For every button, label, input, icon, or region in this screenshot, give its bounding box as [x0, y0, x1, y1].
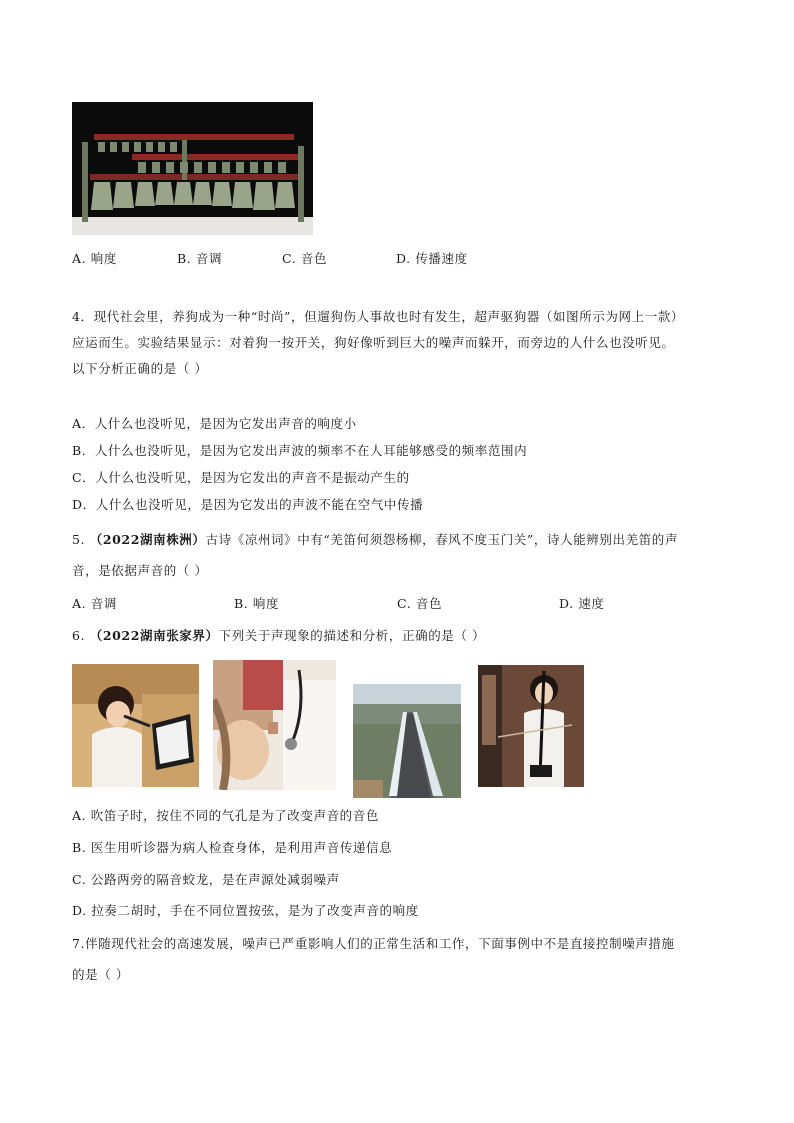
q7-stem-line-1: 7.伴随现代社会的高速发展，噪声已严重影响人们的正常生活和工作，下面事例中不是直接控制噪声措施: [72, 936, 675, 951]
q4-option-b[interactable]: B．人什么也没听见，是因为它发出声波的频率不在人耳能够感受的频率范围内: [72, 443, 528, 458]
noise-barrier-road-photo: [353, 684, 461, 798]
q5-stem-line-2: 音，是依据声音的（ ）: [72, 563, 208, 578]
q6-stem: [72, 628, 485, 644]
noise-barrier-illustration: [353, 684, 461, 798]
q6-number: 6.: [72, 628, 86, 643]
q4-stem-line-2: 应运而生。实验结果显示：对着狗一按开关，狗好像听到巨大的噪声而躲开，而旁边的人什么也没听见。: [72, 335, 675, 350]
q3-option-c[interactable]: C. 音色: [282, 251, 328, 266]
q4-option-c[interactable]: C．人什么也没听见，是因为它发出的声音不是振动产生的: [72, 470, 410, 485]
stethoscope-doctor-photo: [213, 660, 336, 790]
q5-option-b[interactable]: B. 响度: [234, 596, 280, 611]
stethoscope-illustration: [213, 660, 336, 790]
erhu-player-photo: [478, 665, 584, 787]
q5-option-d[interactable]: D. 速度: [559, 596, 605, 611]
q5-option-a[interactable]: A. 音调: [72, 596, 117, 611]
q4-option-d[interactable]: D．人什么也没听见，是因为它发出的声波不能在空气中传播: [72, 497, 424, 512]
bianzhong-bells-image: [72, 102, 313, 235]
q5-number: 5.: [72, 532, 86, 547]
q3-option-b[interactable]: B. 音调: [177, 251, 223, 266]
q6-option-c[interactable]: C. 公路两旁的隔音蛟龙，是在声源处减弱噪声: [72, 872, 340, 887]
q4-stem-line-1: 4．现代社会里，养狗成为一种“时尚”，但遛狗伤人事故也时有发生，超声驱狗器（如图所示为网上一款）: [72, 309, 685, 324]
flute-girl-illustration: [72, 664, 199, 787]
q5-stem-line-1: [72, 532, 678, 548]
q6-option-a[interactable]: A. 吹笛子时，按住不同的气孔是为了改变声音的音色: [72, 808, 379, 823]
bells-illustration: [72, 102, 313, 235]
q6-option-b[interactable]: B. 医生用听诊器为病人检查身体，是利用声音传递信息: [72, 840, 393, 855]
q7-stem-line-2: 的是（ ）: [72, 967, 129, 982]
erhu-player-illustration: [478, 665, 584, 787]
q6-source: （2022湖南张家界）: [89, 628, 219, 643]
q4-stem-line-3: 以下分析正确的是（ ）: [72, 361, 208, 376]
q5-option-c[interactable]: C. 音色: [397, 596, 443, 611]
q3-option-d[interactable]: D. 传播速度: [396, 251, 468, 266]
q6-option-d[interactable]: D. 拉奏二胡时，手在不同位置按弦，是为了改变声音的响度: [72, 903, 419, 918]
q5-stem-text: 古诗《凉州词》中有“羌笛何须怨杨柳，春风不度玉门关”，诗人能辨别出羌笛的声: [205, 532, 678, 547]
q5-source: （2022湖南株洲）: [89, 532, 206, 547]
flute-girl-photo: [72, 664, 199, 787]
q6-stem-text: 下列关于声现象的描述和分析，正确的是（ ）: [218, 628, 486, 643]
q3-option-a[interactable]: A. 响度: [72, 251, 117, 266]
q4-option-a[interactable]: A．人什么也没听见，是因为它发出声音的响度小: [72, 416, 357, 431]
